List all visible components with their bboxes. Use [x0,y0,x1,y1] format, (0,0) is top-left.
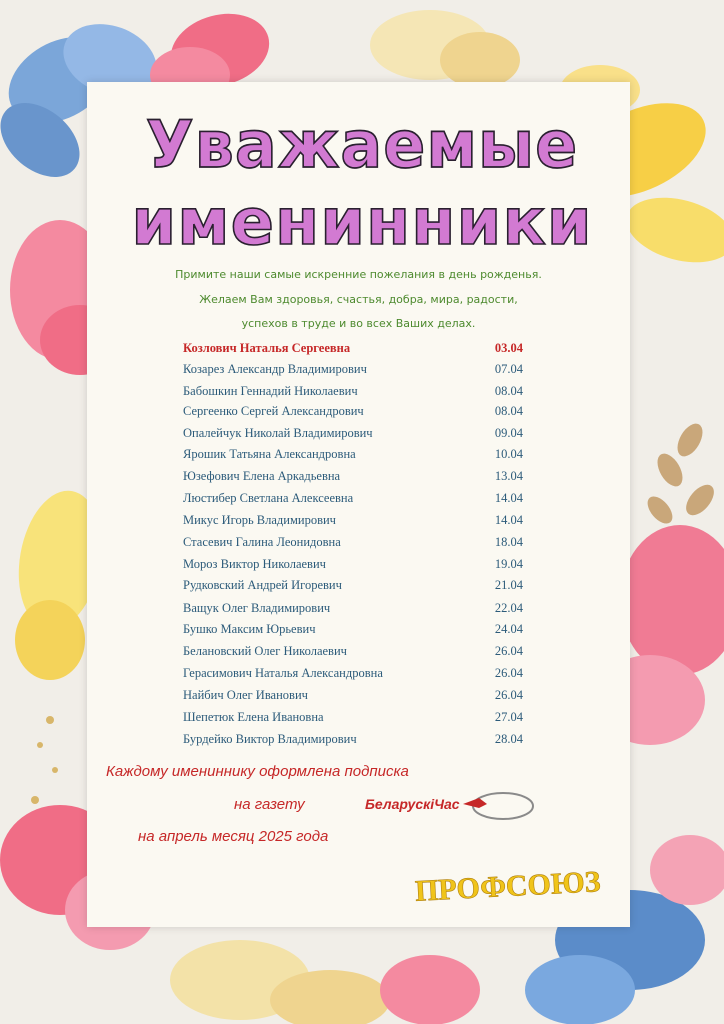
list-item [183,688,523,706]
list-item [183,513,523,531]
person-name: Бабошкин Геннадий Николаевич [183,384,358,398]
list-item [183,469,523,487]
wishes-line-3: успехов в труде и во всех Ваших делах. [241,317,476,330]
list-item [183,404,523,422]
list-item [183,622,523,640]
footer-line-2: на газету [234,796,305,813]
person-name: Люстибер Светлана Алексеевна [183,491,354,505]
list-item [183,426,523,444]
newspaper-logo-text: БеларускіЧас [365,796,460,812]
birthday-date: 26.04 [494,644,523,658]
birthday-date: 08.04 [494,404,523,418]
birthday-date: 18.04 [494,535,523,549]
birthday-date: 28.04 [494,732,523,746]
list-item [183,732,523,750]
birthday-date: 09.04 [494,426,523,440]
person-name: Мороз Виктор Николаевич [183,557,326,571]
birthday-date: 26.04 [494,666,523,680]
footer-line-1: Каждому имениннику оформлена подписка [106,763,409,780]
list-item [183,491,523,509]
person-name: Микус Игорь Владимирович [183,513,336,527]
list-item [183,644,523,662]
list-item [183,557,523,575]
birthday-date: 22.04 [494,601,523,615]
list-item [183,710,523,728]
birthday-date: 13.04 [494,469,523,483]
person-name: Найбич Олег Иванович [183,688,308,702]
union-label: ПРОФСОЮЗ [414,865,602,908]
person-name: Герасимович Наталья Александровна [183,666,383,680]
birthday-date: 03.04 [494,341,523,355]
list-item [183,384,523,402]
person-name: Козарез Александр Владимирович [183,362,367,376]
list-item [183,535,523,553]
list-item [183,666,523,684]
birthday-date: 07.04 [494,362,523,376]
wishes-line-1: Примите наши самые искренние пожелания в день рожденья. [175,268,542,281]
birthday-date: 24.04 [494,622,523,636]
list-item [183,578,523,596]
person-name: Сергеенко Сергей Александрович [183,404,364,418]
footer-line-3: на апрель месяц 2025 года [138,828,329,845]
person-name: Ващук Олег Владимирович [183,601,331,615]
birthday-date: 14.04 [494,513,523,527]
pink-flower-icon [380,955,480,1024]
title-line-2: именинники [131,186,593,260]
list-item [183,341,523,359]
list-item [183,601,523,619]
person-name: Юзефович Елена Аркадьевна [183,469,341,483]
birthday-date: 10.04 [494,447,523,461]
person-name: Шепетюк Елена Ивановна [183,710,324,724]
birthday-date: 21.04 [494,578,523,592]
birthday-date: 27.04 [494,710,523,724]
list-item [183,447,523,465]
birthday-date: 08.04 [494,384,523,398]
person-name: Стасевич Галина Леонидовна [183,535,341,549]
wishes-line-2: Желаем Вам здоровья, счастья, добра, мира, радости, [199,293,518,306]
birthday-date: 19.04 [494,557,523,571]
person-name: Ярошик Татьяна Александровна [183,447,356,461]
title-line-1: Уважаемые [145,106,579,183]
person-name: Белановский Олег Николаевич [183,644,347,658]
person-name: Козлович Наталья Сергеевна [183,341,351,355]
birthday-date: 26.04 [494,688,523,702]
person-name: Бушко Максим Юрьевич [183,622,316,636]
person-name: Рудковский Андрей Игоревич [183,578,342,592]
birthday-date: 14.04 [494,491,523,505]
person-name: Опалейчук Николай Владимирович [183,426,373,440]
person-name: Бурдейко Виктор Владимирович [183,732,357,746]
list-item [183,362,523,380]
